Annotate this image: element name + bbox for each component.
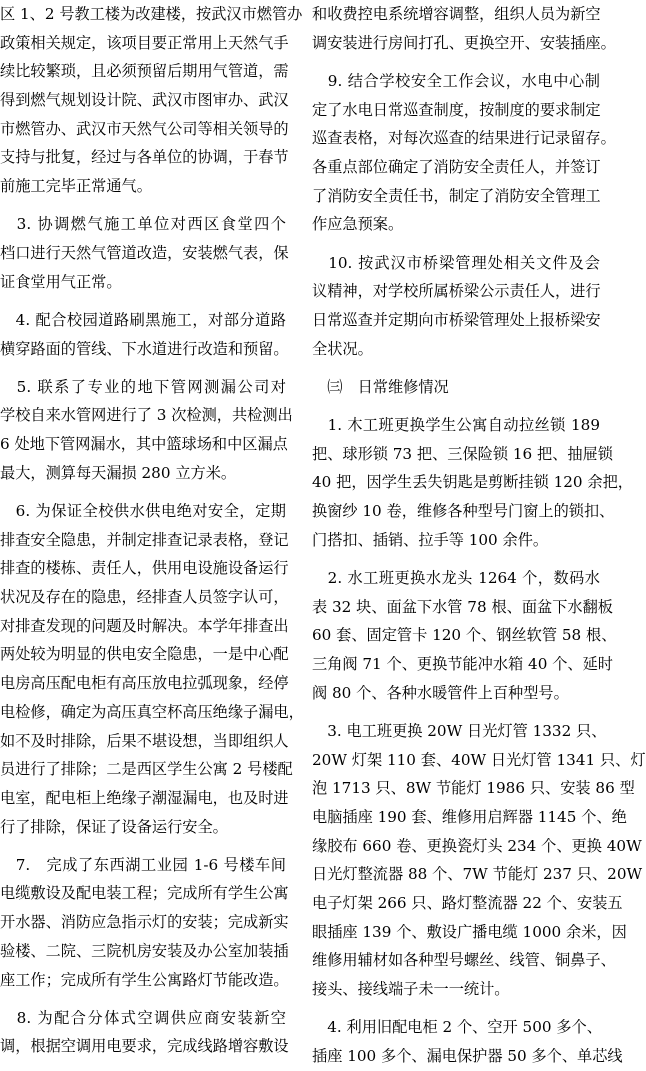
- paragraph-item-10: [312, 249, 600, 364]
- paragraph-item-9: [312, 67, 616, 239]
- text-line: 行了排除，保证了设备运行安全。: [0, 817, 228, 836]
- text-line: 续比较繁琐，且必须预留后期用气管道，需: [0, 62, 289, 81]
- text-line: 档口进行天然气管道改造，安装燃气表，保: [0, 244, 289, 262]
- text-line: 全状况。: [312, 339, 373, 358]
- paragraph-repair-3: [312, 717, 646, 1004]
- text-line: 10. 按武汉市桥梁管理处相关文件及会: [312, 253, 600, 272]
- text-line: 接头、接线端子未一一统计。: [312, 980, 510, 998]
- paragraph-gap: [312, 401, 600, 411]
- text-line: 泡 1713 只、8W 节能灯 1986 只、安装 86 型: [312, 779, 635, 798]
- text-line: 表 32 块、面盆下水管 78 根、面盆下水翻板: [312, 597, 613, 616]
- text-line: 电房高压配电柜有高压放电拉弧现象，经停: [0, 674, 289, 693]
- text-line: 换窗纱 10 卷，维修各种型号门窗上的锁扣、: [312, 502, 615, 520]
- text-line: 60 套、固定管卡 120 个、钢丝软管 58 根、: [312, 626, 617, 645]
- paragraph-p-continued: [0, 0, 303, 201]
- text-line: 9. 结合学校安全工作会议，水电中心制: [312, 71, 600, 90]
- text-line: 三角阀 71 个、更换节能冲水箱 40 个、延时: [312, 654, 613, 673]
- text-line: 调，根据空调用电要求，完成线路增容敷设: [0, 1037, 289, 1056]
- text-line: ㈢ 日常维修情况: [312, 377, 449, 396]
- paragraph-gap: [0, 488, 286, 498]
- paragraph-repair-1: [312, 411, 633, 554]
- paragraph-repair-4: [312, 1013, 623, 1070]
- text-line: 学校自来水管网进行了 3 次检测，共检测出: [0, 406, 293, 425]
- text-line: 维修用辅材如各种型号螺丝、线管、铜鼻子、: [312, 951, 616, 970]
- text-line: 证食堂用气正常。: [0, 272, 122, 291]
- text-line: 市燃管办、武汉市天然气公司等相关领导的: [0, 119, 289, 138]
- paragraph-section-3-heading: [312, 373, 600, 402]
- text-line: 横穿路面的管线、下水道进行改造和预留。: [0, 339, 289, 358]
- text-line: 20W 灯架 110 套、40W 日光灯管 1341 只、灯: [312, 750, 646, 769]
- text-line: 和收费控电系统增容调整，组织人员为新空: [312, 5, 601, 23]
- text-line: 对排查发现的问题及时解决。本学年排查出: [0, 616, 289, 635]
- paragraph-gap: [0, 363, 286, 373]
- text-line: 排查的楼栋、责任人，供用电设施设备运行: [0, 559, 289, 578]
- text-line: 了消防安全责任书，制定了消防安全管理工: [312, 186, 601, 205]
- text-line: 前施工完毕正常通气。: [0, 177, 152, 196]
- text-line: 定了水电日常巡查制度，按制度的要求制定: [312, 100, 601, 119]
- text-line: 调安装进行房间打孔、更换空开、安装插座。: [312, 33, 616, 52]
- text-line: 3. 电工班更换 20W 日光灯管 1332 只、: [312, 721, 607, 740]
- text-line: 得到燃气规划设计院、武汉市图审办、武汉: [0, 91, 289, 110]
- paragraph-item-7: [0, 851, 289, 994]
- text-line: 座工作；完成所有学生公寓路灯节能改造。: [0, 970, 289, 989]
- text-line: 验楼、二院、三院机房安装及办公室加装插: [0, 941, 289, 960]
- text-line: 电缆敷设及配电装工程；完成所有学生公寓: [0, 884, 289, 903]
- left-text-column: [0, 0, 304, 1061]
- text-line: 插座 100 多个、漏电保护器 50 多个、单芯线: [312, 1046, 623, 1065]
- text-line: 最大，测算每天漏损 280 立方米。: [0, 463, 237, 482]
- text-line: 4. 配合校园道路刷黑施工，对部分道路: [0, 310, 286, 329]
- text-line: 开水器、消防应急指示灯的安装；完成新实: [0, 913, 289, 932]
- text-line: 日常巡查并定期向市桥梁管理处上报桥梁安: [312, 310, 601, 329]
- paragraph-item-8-continued: [312, 0, 616, 57]
- paragraph-gap: [312, 239, 600, 249]
- paragraph-item-5: [0, 373, 293, 488]
- text-line: 6. 为保证全校供水供电绝对安全，定期: [0, 502, 286, 520]
- paragraph-gap: [0, 841, 286, 851]
- text-line: 状况及存在的隐患，经排查人员签字认可，: [0, 588, 289, 607]
- text-line: 6 处地下管网漏水，其中篮球场和中区漏点: [0, 435, 288, 454]
- text-line: 电检修，确定为高压真空杯高压绝缘子漏电，: [0, 702, 304, 721]
- paragraph-item-6: [0, 497, 304, 841]
- text-line: 员进行了排除；二是西区学生公寓 2 号楼配: [0, 760, 293, 779]
- text-line: 两处较为明显的供电安全隐患，一是中心配: [0, 645, 289, 664]
- text-line: 缘胶布 660 卷、更换瓷灯头 234 个、更换 40W: [312, 836, 642, 855]
- text-line: 区 1、2 号教工楼为改建楼，按武汉市燃管办: [0, 5, 303, 23]
- text-line: 40 把，因学生丢失钥匙是剪断挂锁 120 余把，: [312, 473, 633, 492]
- text-line: 各重点部位确定了消防安全责任人，并签订: [312, 157, 601, 176]
- text-line: 门搭扣、插销、拉手等 100 余件。: [312, 530, 549, 549]
- text-line: 7. 完成了东西湖工业园 1-6 号楼车间: [0, 855, 286, 874]
- text-line: 巡查表格，对每次巡查的结果进行记录留存。: [312, 129, 616, 148]
- text-line: 2. 水工班更换水龙头 1264 个，数码水: [312, 568, 600, 587]
- paragraph-gap: [312, 57, 600, 67]
- text-line: 政策相关规定，该项目要正常用上天然气手: [0, 33, 289, 52]
- paragraph-gap: [312, 707, 600, 717]
- paragraph-gap: [0, 201, 286, 211]
- text-line: 1. 木工班更换学生公寓自动拉丝锁 189: [312, 415, 600, 434]
- text-line: 如不及时排除，后果不堪设想，当即组织人: [0, 731, 289, 750]
- paragraph-repair-2: [312, 564, 617, 707]
- paragraph-item-4: [0, 306, 289, 363]
- paragraph-gap: [0, 994, 286, 1004]
- paragraph-gap: [312, 1004, 600, 1014]
- text-line: 4. 利用旧配电柜 2 个、空开 500 多个、: [312, 1018, 602, 1037]
- text-line: 5. 联系了专业的地下管网测漏公司对: [0, 377, 286, 396]
- right-text-column: [312, 0, 646, 1071]
- text-line: 把、球形锁 73 把、三保险锁 16 把、抽屉锁: [312, 444, 613, 463]
- paragraph-gap: [0, 296, 286, 306]
- text-line: 支持与批复，经过与各单位的协调，于春节: [0, 148, 289, 167]
- text-line: 8. 为配合分体式空调供应商安装新空: [0, 1008, 286, 1027]
- text-line: 日光灯整流器 88 个、7W 节能灯 237 只、20W: [312, 865, 643, 884]
- text-line: 作应急预案。: [312, 215, 404, 234]
- text-line: 眼插座 139 个、敷设广播电缆 1000 余米，因: [312, 922, 627, 941]
- paragraph-item-8: [0, 1004, 289, 1061]
- text-line: 电子灯架 266 只、路灯整流器 22 个、安装五: [312, 893, 623, 912]
- text-line: 议精神，对学校所属桥梁公示责任人，进行: [312, 282, 601, 301]
- text-line: 电室，配电柜上绝缘子潮湿漏电，也及时进: [0, 788, 289, 807]
- text-line: 电脑插座 190 套、维修用启辉器 1145 个、绝: [312, 807, 627, 826]
- paragraph-gap: [312, 554, 600, 564]
- paragraph-item-3: [0, 210, 289, 296]
- text-line: 阀 80 个、各种水暖管件上百种型号。: [312, 683, 569, 702]
- text-line: 3. 协调燃气施工单位对西区食堂四个: [0, 215, 286, 234]
- text-line: 排查安全隐患，并制定排查记录表格，登记: [0, 530, 289, 549]
- paragraph-gap: [312, 363, 600, 373]
